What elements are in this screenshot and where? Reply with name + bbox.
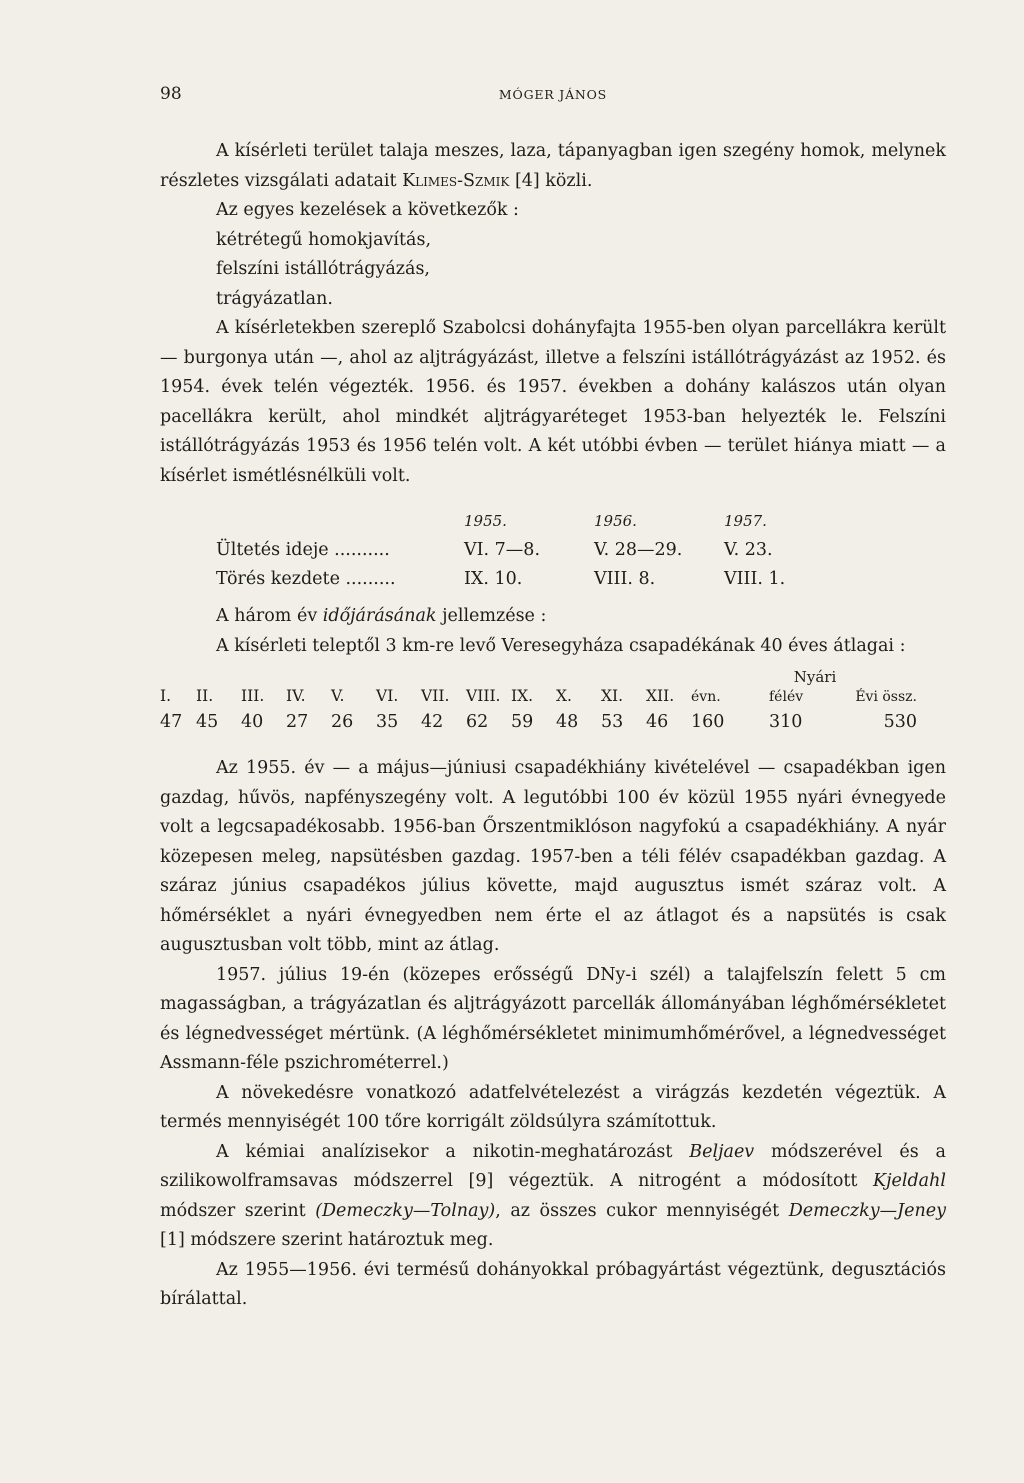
dates-header-row [216,507,946,536]
month-value: 27 [286,712,309,732]
table-cell: V. 23. [724,540,773,560]
month-label: I. [160,687,172,705]
precipitation-value-row [160,708,946,744]
text-span: jellemzése : [436,606,547,626]
summary-value: 160 [691,712,725,732]
text-span: A három év [216,606,323,626]
month-value: 42 [421,712,444,732]
precipitation-table [160,663,946,744]
paragraph-measurement: 1957. július 19-én (közepes erősségű DNy-i szél) a talajfelszín felett 5 cm magasságban, a trágyázatlan és aljtrágyázott parcellák állományában léghőmérsékletet és légnedvességet mértünk. (A léghőmérsékletet minimumhőmérővel, a légnedvességet Assmann-féle pszichrométerrel.) [160,964,946,1073]
month-label: X. [556,687,572,705]
year-1955: 1955. [464,512,507,530]
month-label: IV. [286,687,306,705]
month-value: 26 [331,712,354,732]
year-1957: 1957. [724,512,767,530]
paragraph-soil [160,137,946,196]
year-1956: 1956. [594,512,637,530]
table-cell: VI. 7—8. [464,540,541,560]
table-cell: VIII. 1. [724,569,786,589]
table-cell: V. 28—29. [594,540,683,560]
month-label: II. [196,687,214,705]
month-value: 45 [196,712,219,732]
text-span: módszerével és a szilikowolframsavas módszerrel [9] végeztük. A nitrogént a módosított [160,1141,946,1191]
treatment-item: kétrétegű homokjavítás, [216,229,432,250]
month-label: VI. [376,687,399,705]
weather-heading [160,602,946,632]
month-label: VIII. [466,687,501,705]
summary-label: évn. [691,689,721,705]
table-cell: VIII. 8. [594,569,656,589]
row-label: Törés kezdete ......... [216,569,396,589]
paragraph-weather-1955: Az 1955. év — a május—júniusi csapadékhiány kivételével — csapadékban igen gazdag, hűvös, napfényszegény volt. A legutóbbi 100 év közül 1955 nyári évnegyede volt a legcsapadékosabb. 1956-ban Őrszentmiklóson nagyfokú a csapadékhiány. A nyár közepesen meleg, napsütésben gazdag. 1957-ben a téli félév csapadékban gazdag. A száraz június csapadékos július követte, majd augusztus ismét száraz volt. A hőmérséklet a nyári évnegyedben nem érte el az átlagot és a napsütés is csak augusztusban volt több, mint az átlag. [160,758,946,955]
author-name: Klimes-Szmik [402,170,510,191]
month-label: XII. [646,687,675,705]
paragraph-trial: Az 1955—1956. évi termésű dohányokkal próbagyártást végeztünk, degusztációs bírálattal. [160,1259,946,1309]
treatment-item: trágyázatlan. [216,288,333,309]
treatment-item: felszíni istállótrágyázás, [216,259,430,279]
emphasis: (Demeczky—Tolnay) [315,1200,496,1221]
emphasis: időjárásának [322,606,437,626]
text-span: A kémiai analízisekor a nikotin-meghatározást [216,1141,690,1162]
running-head: MÓGER JÁNOS [498,87,608,102]
emphasis: Beljaev [689,1141,755,1162]
paragraph-chemistry [160,1138,946,1256]
month-label: III. [241,687,265,705]
dates-row-planting [216,536,946,565]
text-span: [4] közli. [509,170,593,191]
nyari-label: Nyári [793,668,837,686]
text-span: , az összes cukor mennyiségét [495,1200,789,1221]
summary-value: 530 [883,712,917,732]
row-label: Ültetés ideje .......... [216,540,390,560]
summary-label: Évi össz. [855,689,917,705]
month-value: 59 [511,712,534,732]
body-text [160,137,946,1315]
dates-table [216,507,946,594]
weather-intro: A kísérleti teleptől 3 km-re levő Veresegyháza csapadékának 40 éves átlagai : [216,635,906,656]
table-cell: IX. 10. [464,569,523,589]
month-value: 48 [556,712,579,732]
month-value: 47 [160,712,183,732]
text-span: módszer szerint [160,1200,316,1221]
month-label: XI. [601,687,624,705]
treatments-intro: Az egyes kezelések a következők : [216,200,519,220]
month-value: 35 [376,712,399,732]
summary-value: 310 [769,712,803,732]
emphasis: Kjeldahl [873,1171,946,1191]
summary-label: félév [769,689,804,705]
month-value: 62 [466,712,489,732]
dates-row-harvest [216,565,946,594]
precipitation-super-header [160,663,946,686]
month-value: 40 [241,712,264,732]
month-label: VII. [421,687,450,705]
text-span: [1] módszere szerint határoztuk meg. [160,1230,494,1250]
text-span: A kísérleti terület talaja meszes, laza, tápanyagban igen szegény homok, melynek részletes vizsgálati adatait [160,141,946,191]
page-number: 98 [160,84,182,104]
emphasis: Demeczky—Jeney [788,1200,946,1221]
month-label: IX. [511,687,534,705]
month-value: 46 [646,712,669,732]
month-value: 53 [601,712,624,732]
precipitation-header-row [160,682,946,708]
page-header [160,84,946,108]
month-label: V. [331,687,345,705]
paragraph-growth: A növekedésre vonatkozó adatfelvételezést a virágzás kezdetén végeztük. A termés mennyiségét 100 tőre korrigált zöldsúlyra számítottuk. [160,1082,946,1132]
paragraph-variety: A kísérletekben szereplő Szabolcsi dohányfajta 1955-ben olyan parcellákra került — burgonya után —, ahol az aljtrágyázást, illetve a felszíni istállótrágyázást az 1952. és 1954. évek telén végezték. 1956. és 1957. években a dohány kalászos után olyan pacellákra került, ahol mindkét aljtrágyaréteget 1953-ban helyezték le. Felszíni istállótrágyázás 1953 és 1956 telén volt. A két utóbbi évben — terület hiánya miatt — a kísérlet ismétlésnélküli volt. [160,318,946,486]
